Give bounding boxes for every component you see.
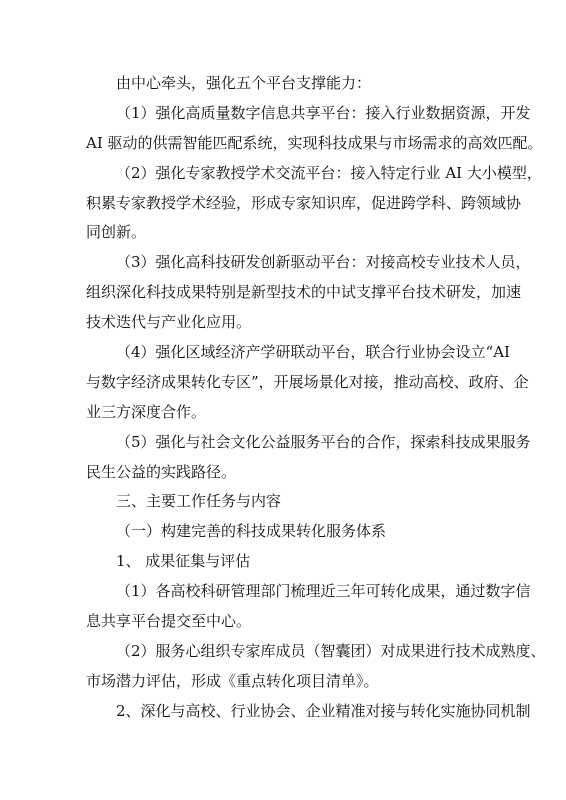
platform-1-line-1: （1）强化高质量数字信息共享平台：接入行业数据资源，开发	[116, 104, 531, 122]
platform-3-line-2: 组织深化科技成果特别是新型技术的中试支撑平台技术研发，加速	[86, 283, 522, 301]
platform-3-line-1: （3）强化高科技研发创新驱动平台：对接高校专业技术人员，	[116, 253, 531, 271]
item-1-point-2-line-1: （2）服务心组织专家库成员（智囊团）对成果进行技术成熟度、	[116, 642, 546, 660]
platform-4-line-3: 业三方深度合作。	[86, 403, 207, 421]
platform-5-line-1: （5）强化与社会文化公益服务平台的合作，探索科技成果服务	[116, 433, 531, 451]
item-1-point-1-line-1: （1）各高校科研管理部门梳理近三年可转化成果，通过数字信	[116, 582, 531, 600]
subsection-heading: （一）构建完善的科技成果转化服务体系	[116, 522, 387, 540]
platform-4-line-1: （4）强化区域经济产学研联动平台，联合行业协会设立“AI	[116, 343, 510, 361]
item-1-point-2-line-2: 市场潜力评估，形成《重点转化项目清单》。	[86, 672, 379, 690]
item-2-heading: 2、深化与高校、行业协会、企业精准对接与转化实施协同机制	[116, 702, 531, 720]
item-1-heading: 1、 成果征集与评估	[116, 552, 251, 570]
platform-4-line-2: 与数字经济成果转化专区”，开展场景化对接，推动高校、政府、企	[86, 373, 529, 391]
platform-2-line-3: 同创新。	[86, 223, 147, 241]
platform-5-line-2: 民生公益的实践路径。	[86, 463, 237, 481]
intro-line: 由中心牵头，强化五个平台支撑能力：	[116, 74, 372, 92]
platform-3-line-3: 技术迭代与产业化应用。	[86, 313, 252, 331]
section-heading: 三、主要工作任务与内容	[116, 492, 282, 510]
platform-2-line-2: 积累专家教授学术经验，形成专家知识库，促进跨学科、跨领域协	[86, 194, 522, 212]
item-1-point-1-line-2: 息共享平台提交至中心。	[86, 612, 252, 630]
platform-2-line-1: （2）强化专家教授学术交流平台：接入特定行业 AI 大小模型，	[116, 164, 542, 182]
platform-1-line-2: AI 驱动的供需智能匹配系统，实现科技成果与市场需求的高效匹配。	[86, 134, 543, 152]
